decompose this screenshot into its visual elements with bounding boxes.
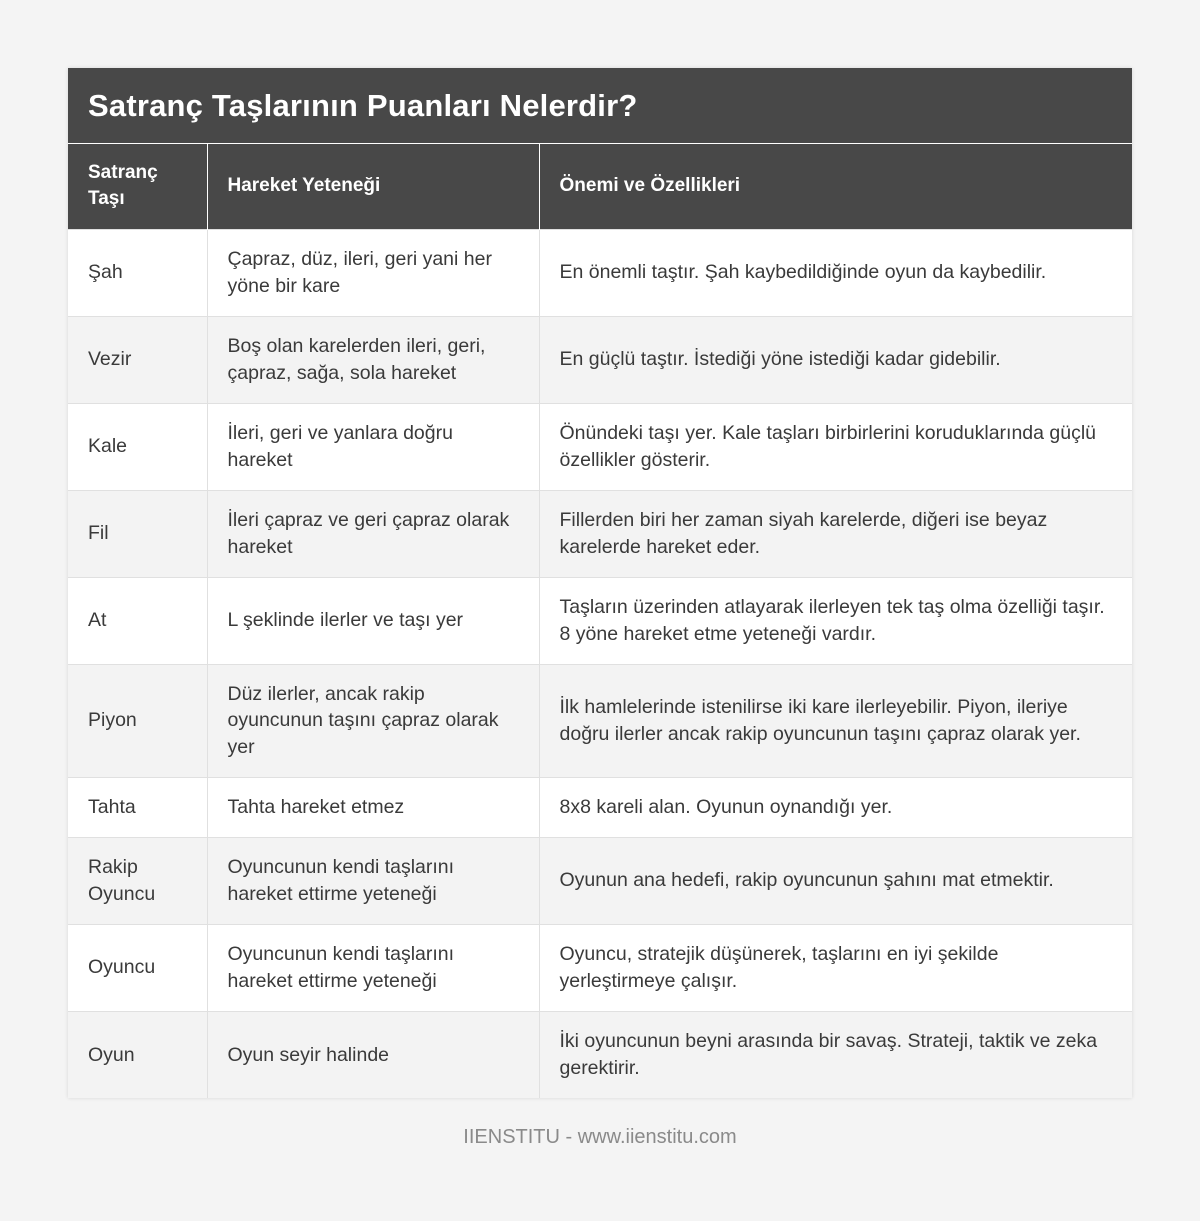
piece-cell: Piyon xyxy=(68,664,207,777)
movement-cell: Çapraz, düz, ileri, geri yani her yöne bir kare xyxy=(207,229,539,316)
piece-cell: Kale xyxy=(68,403,207,490)
movement-cell: L şeklinde ilerler ve taşı yer xyxy=(207,577,539,664)
importance-cell: 8x8 kareli alan. Oyunun oynandığı yer. xyxy=(539,777,1132,837)
piece-cell: Tahta xyxy=(68,777,207,837)
movement-cell: Boş olan karelerden ileri, geri, çapraz, sağa, sola hareket xyxy=(207,316,539,403)
importance-cell: İki oyuncunun beyni arasında bir savaş. Strateji, taktik ve zeka gerektirir. xyxy=(539,1011,1132,1098)
table-row xyxy=(68,664,1132,777)
importance-cell: Fillerden biri her zaman siyah karelerde, diğeri ise beyaz karelerde hareket eder. xyxy=(539,490,1132,577)
table-row xyxy=(68,777,1132,837)
title-bar xyxy=(68,68,1132,144)
column-header-piece: Satranç Taşı xyxy=(68,144,207,229)
importance-cell: En önemli taştır. Şah kaybedildiğinde oyun da kaybedilir. xyxy=(539,229,1132,316)
piece-cell: Vezir xyxy=(68,316,207,403)
movement-cell: İleri çapraz ve geri çapraz olarak hareket xyxy=(207,490,539,577)
piece-cell: Oyuncu xyxy=(68,924,207,1011)
movement-cell: Düz ilerler, ancak rakip oyuncunun taşını çapraz olarak yer xyxy=(207,664,539,777)
table-row xyxy=(68,229,1132,316)
column-header-importance: Önemi ve Özellikleri xyxy=(539,144,1132,229)
table-row xyxy=(68,837,1132,924)
movement-cell: Oyuncunun kendi taşlarını hareket ettirme yeteneği xyxy=(207,837,539,924)
table-row xyxy=(68,924,1132,1011)
table-header-row xyxy=(68,144,1132,229)
piece-cell: Rakip Oyuncu xyxy=(68,837,207,924)
movement-cell: Oyuncunun kendi taşlarını hareket ettirme yeteneği xyxy=(207,924,539,1011)
importance-cell: Oyuncu, stratejik düşünerek, taşlarını en iyi şekilde yerleştirmeye çalışır. xyxy=(539,924,1132,1011)
table-row xyxy=(68,316,1132,403)
table-row xyxy=(68,577,1132,664)
footer-credit: IIENSTITU - www.iienstitu.com xyxy=(463,1126,737,1148)
piece-cell: Oyun xyxy=(68,1011,207,1098)
importance-cell: En güçlü taştır. İstediği yöne istediği kadar gidebilir. xyxy=(539,316,1132,403)
movement-cell: Oyun seyir halinde xyxy=(207,1011,539,1098)
table-row xyxy=(68,1011,1132,1098)
page-title: Satranç Taşlarının Puanları Nelerdir? xyxy=(88,87,638,123)
column-header-movement: Hareket Yeteneği xyxy=(207,144,539,229)
importance-cell: Oyunun ana hedefi, rakip oyuncunun şahını mat etmektir. xyxy=(539,837,1132,924)
piece-cell: Şah xyxy=(68,229,207,316)
importance-cell: Taşların üzerinden atlayarak ilerleyen tek taş olma özelliği taşır. 8 yöne hareket etme yeteneği vardır. xyxy=(539,577,1132,664)
movement-cell: İleri, geri ve yanlara doğru hareket xyxy=(207,403,539,490)
piece-cell: Fil xyxy=(68,490,207,577)
importance-cell: İlk hamlelerinde istenilirse iki kare ilerleyebilir. Piyon, ileriye doğru ilerler ancak rakip oyuncunun taşını çapraz olarak yer. xyxy=(539,664,1132,777)
movement-cell: Tahta hareket etmez xyxy=(207,777,539,837)
table-row xyxy=(68,490,1132,577)
table-row xyxy=(68,403,1132,490)
table-card xyxy=(68,68,1132,1098)
importance-cell: Önündeki taşı yer. Kale taşları birbirlerini koruduklarında güçlü özellikler gösterir. xyxy=(539,403,1132,490)
piece-cell: At xyxy=(68,577,207,664)
pieces-table xyxy=(68,144,1132,1098)
